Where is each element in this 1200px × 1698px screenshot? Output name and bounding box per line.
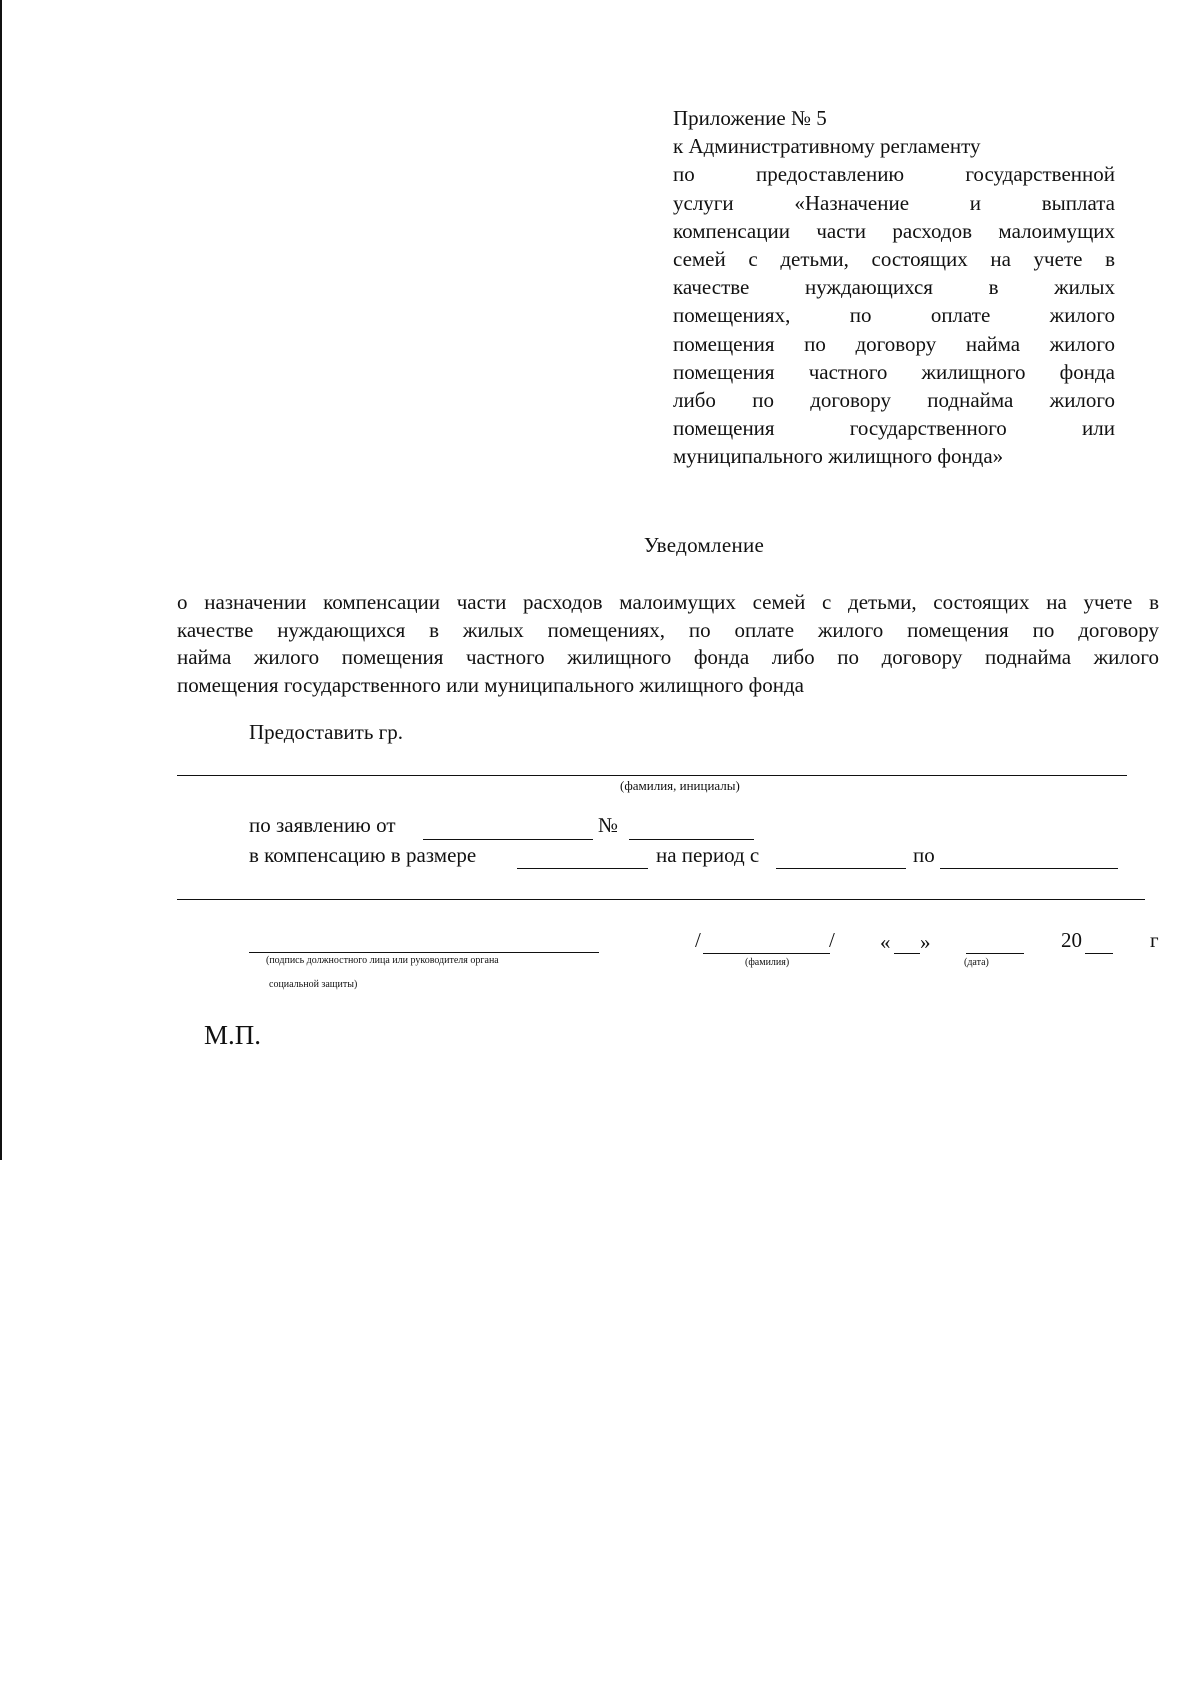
application-date-field[interactable] <box>423 839 593 840</box>
surname-field[interactable] <box>703 953 830 954</box>
stamp-mark: М.П. <box>204 1020 262 1050</box>
compensation-amount-field[interactable] <box>517 868 648 869</box>
official-signature-field[interactable] <box>249 952 599 953</box>
appendix-line: качестве нуждающихся в жилых <box>673 275 1115 300</box>
appendix-line: к Административному регламенту <box>673 134 981 159</box>
appendix-line: помещениях, по оплате жилого <box>673 303 1115 328</box>
period-to-label: по <box>913 843 935 867</box>
subject-line: о назначении компенсации части расходов малоимущих семей с детьми, состоящих на учете в <box>177 590 1159 614</box>
year-field[interactable] <box>1085 953 1113 954</box>
appendix-line: по предоставлению государственной <box>673 162 1115 187</box>
surname-caption: (фамилия) <box>745 957 790 968</box>
appendix-line: Приложение № 5 <box>673 106 827 130</box>
day-field[interactable] <box>894 953 920 954</box>
subject-line: помещения государственного или муниципального жилищного фонда <box>177 672 804 697</box>
scan-edge-line <box>0 0 2 1160</box>
period-to-field[interactable] <box>940 868 1118 869</box>
subject-line: качестве нуждающихся в жилых помещениях, по оплате жилого помещения по договору <box>177 617 1159 642</box>
appendix-line: семей с детьми, состоящих на учете в <box>673 247 1115 272</box>
separator-line <box>177 899 1145 900</box>
appendix-line: либо по договору поднайма жилого <box>673 388 1115 413</box>
name-caption: (фамилия, инициалы) <box>620 778 740 793</box>
year-suffix: г <box>1150 928 1159 952</box>
application-number-field[interactable] <box>629 839 754 840</box>
appendix-line: компенсации части расходов малоимущих <box>673 218 1115 243</box>
subject-line: найма жилого помещения частного жилищного фонда либо по договору поднайма жилого <box>177 645 1159 669</box>
appendix-line: помещения государственного или <box>673 416 1115 441</box>
number-sign: № <box>598 813 619 837</box>
compensation-label: в компенсацию в размере <box>249 843 477 867</box>
official-caption-line1: (подпись должностного лица или руководителя органа <box>266 955 499 966</box>
quote-close: » <box>920 930 931 954</box>
appendix-line: муниципального жилищного фонда» <box>673 444 1004 469</box>
name-field-line[interactable] <box>177 775 1127 776</box>
year-prefix: 20 <box>1061 928 1082 952</box>
slash-right: / <box>829 928 835 952</box>
appendix-line: помещения по договору найма жилого <box>673 331 1115 356</box>
quote-open: « <box>880 930 891 954</box>
appendix-line: помещения частного жилищного фонда <box>673 359 1115 384</box>
notice-title: Уведомление <box>643 533 765 557</box>
slash-left: / <box>695 928 701 952</box>
period-from-label: на период с <box>656 843 760 867</box>
appendix-line: услуги «Назначение и выплата <box>673 190 1115 215</box>
date-caption: (дата) <box>964 957 989 968</box>
application-from-label: по заявлению от <box>249 813 396 837</box>
grant-label: Предоставить гр. <box>249 720 404 744</box>
period-from-field[interactable] <box>776 868 906 869</box>
notice-subject <box>177 589 1159 699</box>
appendix-header <box>673 104 1115 471</box>
date-field[interactable] <box>966 953 1024 954</box>
official-caption-line2: социальной защиты) <box>269 979 358 990</box>
